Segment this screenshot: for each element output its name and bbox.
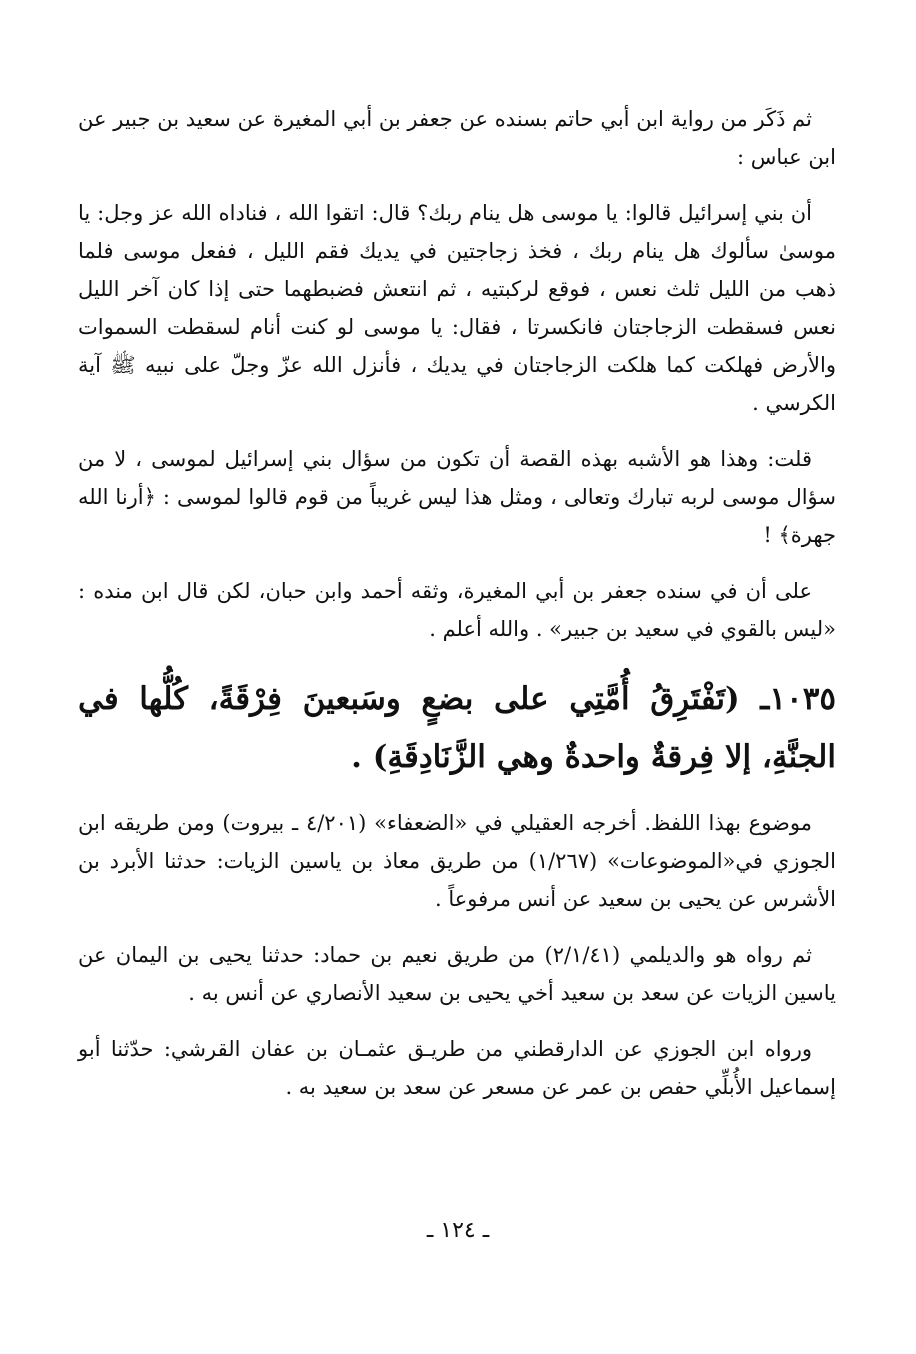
paragraph-chain-note: على أن في سنده جعفر بن أبي المغيرة، وثقه أحمد وابن حبان، لكن قال ابن منده : «ليس بالقوي في سعيد بن جبير» . والله أعلم .: [78, 579, 836, 641]
paragraph-verdict: موضوع بهذا اللفظ. أخرجه العقيلي في «الضعفاء» (٤/٢٠١ ـ بيروت) ومن طريقه ابن الجوزي في«الموضوعات» (١/٢٦٧) من طريق معاذ بن ياسين الزيات: حدثنا الأبرد بن الأشرس عن يحيى بن سعيد عن أنس مرفوعاً .: [78, 811, 836, 911]
paragraph-second-chain: ثم رواه هو والديلمي (٢/١/٤١) من طريق نعيم بن حماد: حدثنا يحيى بن اليمان عن ياسين الزيات عن سعد بن سعيد أخي يحيى بن سعيد الأنصاري عن أنس به .: [78, 943, 836, 1005]
hadith-heading: ١٠٣٥ـ (تَفْتَرِقُ أُمَّتِي على بضعٍ وسَبعينَ فِرْقَةً، كُلُّها في الجنَّةِ، إلا فِرقةٌ واحدةٌ وهي الزَّنَادِقَةِ) .: [78, 681, 836, 775]
page-body: [78, 100, 836, 1124]
paragraph-narration: أن بني إسرائيل قالوا: يا موسى هل ينام ربك؟ قال: اتقوا الله ، فناداه الله عز وجل: يا موسىٰ سألوك هل ينام ربك ، فخذ زجاجتين في يديك فقم الليل ، ففعل موسى فلما ذهب من الليل ثلث نعس ، فوقع لركبتيه ، ثم انتعش فضبطهما حتى إذا كان آخر الليل نعس فسقطت الزجاجتان فانكسرتا ، فقال: يا موسى لو كنت أنام لسقطت السموات والأرض فهلكت كما هلكت الزجاجتان في يديك ، فأنزل الله عزّ وجلّ على نبيه ﷺ آية الكرسي .: [78, 201, 836, 415]
paragraph-third-chain: ورواه ابن الجوزي عن الدارقطني من طريـق عثمـان بن عفان القرشي: حدّثنا أبو إسماعيل الأُبلِّي حفص بن عمر عن مسعر عن سعد بن سعيد به .: [78, 1037, 836, 1099]
paragraph-intro: ثم ذَكَر من رواية ابن أبي حاتم بسنده عن جعفر بن أبي المغيرة عن سعيد بن جبير عن ابن عباس :: [78, 107, 836, 169]
paragraph-comment: قلت: وهذا هو الأشبه بهذه القصة أن تكون من سؤال بني إسرائيل لموسى ، لا من سؤال موسى لربه تبارك وتعالى ، ومثل هذا ليس غريباً من قوم قالوا لموسى : ﴿أرنا الله جهرة﴾ !: [78, 447, 836, 547]
page-number: ـ ١٢٤ ـ: [426, 1218, 490, 1243]
